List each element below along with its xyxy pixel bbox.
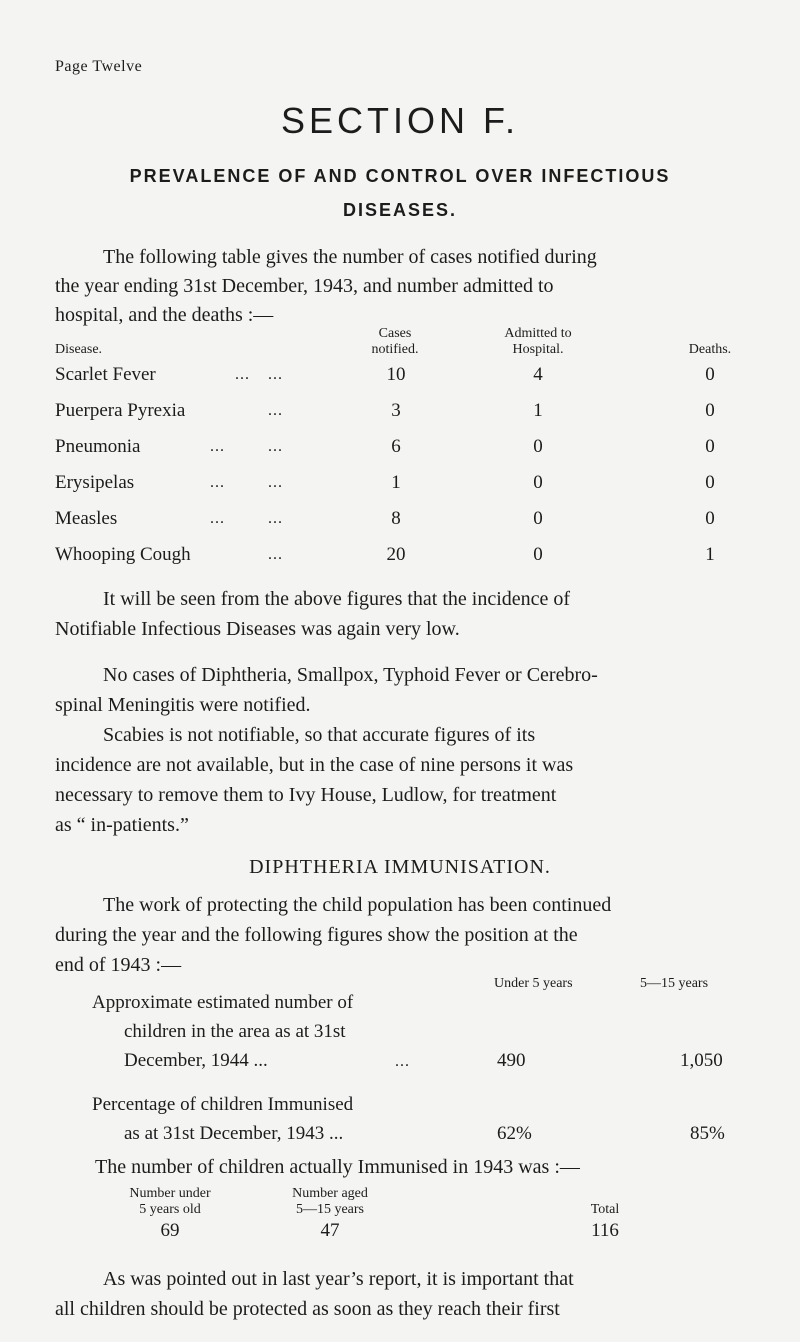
deaths-value: 0 [705, 400, 715, 421]
page-label: Page Twelve [55, 58, 143, 75]
disease-name: Scarlet Fever [55, 364, 156, 385]
row-leader: ... [268, 438, 283, 455]
col-header-cases-line1: Cases [378, 326, 412, 341]
estimate-5to15: 1,050 [680, 1050, 723, 1071]
admitted-value: 0 [533, 508, 543, 529]
admitted-value: 1 [533, 400, 543, 421]
section-heading-line1: PREVALENCE OF AND CONTROL OVER INFECTIOUS [129, 166, 671, 186]
immunisation-intro-line2: during the year and the following figures show the position at the [55, 924, 578, 946]
para-scabies-line4: as “ in-patients.” [55, 814, 189, 836]
admitted-value: 0 [533, 472, 543, 493]
immunisation-intro-line3: end of 1943 :— [55, 954, 182, 976]
admitted-value: 4 [533, 364, 543, 385]
admitted-value: 0 [533, 544, 543, 565]
totals-header-5to15-line1: Number aged [292, 1186, 368, 1201]
intro-line-2: the year ending 31st December, 1943, and number admitted to [55, 275, 554, 297]
disease-name: Puerpera Pyrexia [55, 400, 186, 421]
disease-name: Pneumonia [55, 436, 141, 457]
percentage-under5: 62% [497, 1123, 532, 1144]
percentage-line2: as at 31st December, 1943 ... [124, 1123, 344, 1144]
cases-value: 10 [386, 364, 406, 385]
disease-name: Erysipelas [55, 472, 135, 493]
totals-under5-value: 69 [160, 1220, 180, 1241]
para-no-cases-line2: spinal Meningitis were notified. [55, 694, 311, 716]
cases-value: 20 [386, 544, 406, 565]
row-leader: ... [210, 438, 225, 455]
para-no-cases-line1: No cases of Diphtheria, Smallpox, Typhoid Fever or Cerebro- [103, 664, 598, 686]
section-heading-line2: DISEASES. [342, 200, 458, 220]
col-header-cases [335, 326, 455, 358]
cases-value: 8 [391, 508, 401, 529]
col-header-admitted [468, 326, 608, 358]
para-scabies-line2: incidence are not available, but in the case of nine persons it was [55, 754, 574, 776]
closing-line1: As was pointed out in last year’s report, it is important that [103, 1268, 574, 1290]
totals-header-5to15-line2: 5—15 years [295, 1202, 365, 1217]
deaths-value: 0 [705, 364, 715, 385]
closing-line2: all children should be protected as soon as they reach their first [55, 1298, 560, 1320]
admitted-value: 0 [533, 436, 543, 457]
totals-total-value: 116 [591, 1220, 619, 1241]
section-title: SECTION F. [280, 100, 520, 141]
estimate-line2: children in the area as at 31st [124, 1021, 346, 1042]
col-header-disease: Disease. [55, 342, 103, 357]
col-header-admitted-line1: Admitted to [504, 326, 572, 341]
col-header-cases-line2: notified. [371, 342, 419, 357]
para-incidence-line1: It will be seen from the above figures that the incidence of [103, 588, 571, 610]
col-header-deaths: Deaths. [688, 342, 732, 357]
para-incidence-line2: Notifiable Infectious Diseases was again very low. [55, 618, 460, 640]
actual-immunised-line: The number of children actually Immunised in 1943 was :— [95, 1156, 580, 1178]
totals-header-under5-line1: Number under [129, 1186, 211, 1201]
row-leader: ... [268, 546, 283, 563]
percentage-line1: Percentage of children Immunised [92, 1094, 354, 1115]
row-leader: ... [268, 402, 283, 419]
immunisation-title: DIPHTHERIA IMMUNISATION. [249, 856, 551, 878]
percentage-5to15: 85% [690, 1123, 725, 1144]
intro-line-3: hospital, and the deaths :— [55, 304, 274, 326]
intro-line-1: The following table gives the number of cases notified during [103, 246, 597, 268]
deaths-value: 1 [705, 544, 715, 565]
deaths-value: 0 [705, 436, 715, 457]
cases-value: 6 [391, 436, 401, 457]
deaths-value: 0 [705, 508, 715, 529]
cases-value: 3 [391, 400, 401, 421]
col-header-admitted-line2: Hospital. [512, 342, 564, 357]
totals-header-total: Total [590, 1202, 620, 1217]
deaths-value: 0 [705, 472, 715, 493]
totals-header-under5 [100, 1186, 240, 1218]
col-header-5to15: 5—15 years [640, 976, 709, 991]
totals-5to15-value: 47 [320, 1220, 340, 1241]
estimate-leader: ... [395, 1053, 410, 1070]
row-leader: ... [235, 366, 250, 383]
row-leader: ... [268, 366, 283, 383]
totals-header-5to15 [255, 1186, 405, 1218]
para-scabies-line1-visible: Scabies is not notifiable, so that accurate figures of its [103, 724, 536, 746]
para-scabies-line3: necessary to remove them to Ivy House, Ludlow, for treatment [55, 784, 557, 806]
row-leader: ... [210, 510, 225, 527]
disease-name: Measles [55, 508, 118, 529]
estimate-line1: Approximate estimated number of [92, 992, 354, 1013]
row-leader: ... [210, 474, 225, 491]
estimate-line3: December, 1944 ... [124, 1050, 268, 1071]
estimate-under5: 490 [497, 1050, 526, 1071]
cases-value: 1 [391, 472, 401, 493]
row-leader: ... [268, 510, 283, 527]
row-leader: ... [268, 474, 283, 491]
col-header-under5: Under 5 years [494, 976, 573, 991]
immunisation-intro-line1: The work of protecting the child population has been continued [103, 894, 612, 916]
disease-name: Whooping Cough [55, 544, 191, 565]
totals-header-under5-line2: 5 years old [139, 1202, 201, 1217]
